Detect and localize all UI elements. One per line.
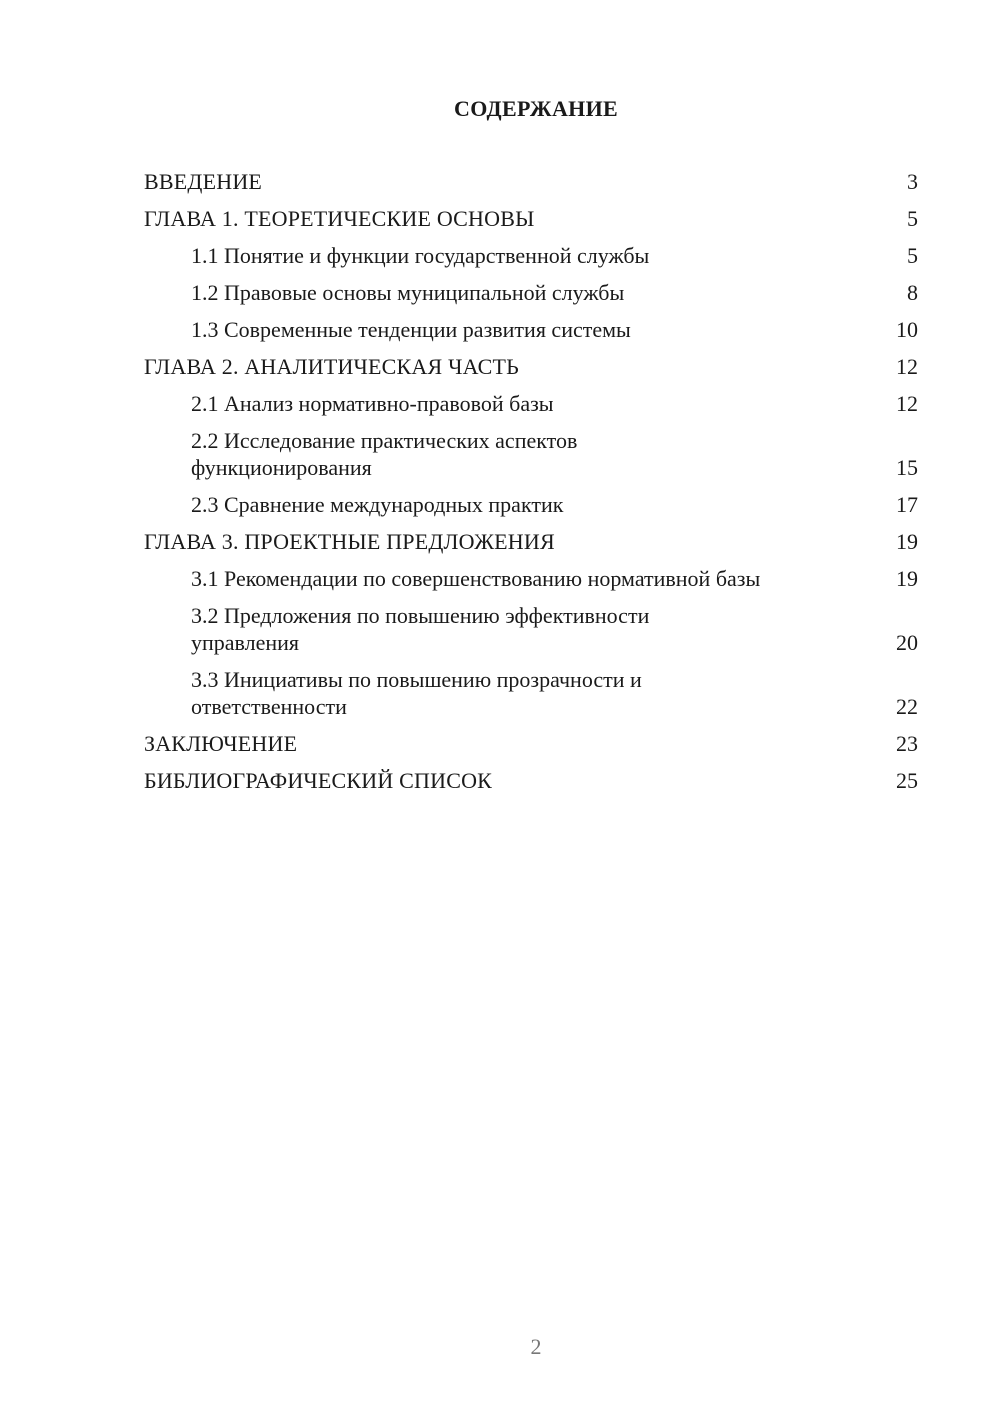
toc-entry-section-1-2[interactable] bbox=[144, 279, 918, 306]
toc-entry-chapter-1[interactable] bbox=[144, 205, 918, 232]
toc-entry-label: 1.3 Современные тенденции развития системы bbox=[191, 317, 631, 342]
toc-entry-label: БИБЛИОГРАФИЧЕСКИЙ СПИСОК bbox=[144, 768, 493, 793]
toc-entry-label: 3.2 Предложения по повышению эффективности управления bbox=[191, 603, 650, 655]
toc-entry-chapter-3[interactable] bbox=[144, 528, 918, 555]
toc-entry-page: 5 bbox=[907, 206, 918, 231]
toc-entry-label: 2.1 Анализ нормативно-правовой базы bbox=[191, 391, 554, 416]
toc-entry-page: 5 bbox=[907, 243, 918, 268]
table-of-contents bbox=[144, 168, 918, 804]
toc-entry-section-2-2[interactable] bbox=[144, 427, 918, 481]
toc-entry-label: ГЛАВА 3. ПРОЕКТНЫЕ ПРЕДЛОЖЕНИЯ bbox=[144, 529, 555, 554]
page-title: СОДЕРЖАНИЕ bbox=[454, 96, 618, 121]
toc-entry-page: 25 bbox=[896, 768, 918, 793]
toc-entry-label: ГЛАВА 1. ТЕОРЕТИЧЕСКИЕ ОСНОВЫ bbox=[144, 206, 535, 231]
toc-entry-page: 23 bbox=[896, 731, 918, 756]
toc-entry-label: ГЛАВА 2. АНАЛИТИЧЕСКАЯ ЧАСТЬ bbox=[144, 354, 519, 379]
toc-entry-label: 2.3 Сравнение международных практик bbox=[191, 492, 564, 517]
toc-entry-conclusion[interactable] bbox=[144, 730, 918, 757]
toc-entry-page: 12 bbox=[896, 354, 918, 379]
toc-entry-section-2-1[interactable] bbox=[144, 390, 918, 417]
toc-entry-label: ВВЕДЕНИЕ bbox=[144, 169, 263, 194]
toc-entry-chapter-2[interactable] bbox=[144, 353, 918, 380]
toc-entry-page: 10 bbox=[896, 317, 918, 342]
toc-entry-page: 8 bbox=[907, 280, 918, 305]
toc-entry-page: 17 bbox=[896, 492, 918, 517]
toc-entry-page: 19 bbox=[896, 566, 918, 591]
toc-entry-introduction[interactable] bbox=[144, 168, 918, 195]
toc-entry-page: 15 bbox=[896, 455, 918, 480]
toc-entry-page: 22 bbox=[896, 694, 918, 719]
page-number: 2 bbox=[530, 1334, 542, 1359]
toc-entry-section-1-3[interactable] bbox=[144, 316, 918, 343]
toc-entry-section-1-1[interactable] bbox=[144, 242, 918, 269]
toc-entry-label: 3.1 Рекомендации по совершенствованию нормативной базы bbox=[191, 566, 761, 591]
toc-entry-label: ЗАКЛЮЧЕНИЕ bbox=[144, 731, 298, 756]
toc-entry-label: 1.1 Понятие и функции государственной службы bbox=[191, 243, 650, 268]
toc-entry-label: 2.2 Исследование практических аспектов функционирования bbox=[191, 428, 578, 480]
toc-entry-section-3-3[interactable] bbox=[144, 666, 918, 720]
toc-entry-page: 20 bbox=[896, 630, 918, 655]
toc-entry-section-3-1[interactable] bbox=[144, 565, 918, 592]
toc-entry-section-2-3[interactable] bbox=[144, 491, 918, 518]
toc-entry-section-3-2[interactable] bbox=[144, 602, 918, 656]
toc-entry-label: 1.2 Правовые основы муниципальной службы bbox=[191, 280, 625, 305]
toc-entry-page: 3 bbox=[907, 169, 918, 194]
toc-entry-label: 3.3 Инициативы по повышению прозрачности и ответственности bbox=[191, 667, 642, 719]
toc-entry-page: 12 bbox=[896, 391, 918, 416]
toc-entry-page: 19 bbox=[896, 529, 918, 554]
toc-entry-bibliography[interactable] bbox=[144, 767, 918, 794]
